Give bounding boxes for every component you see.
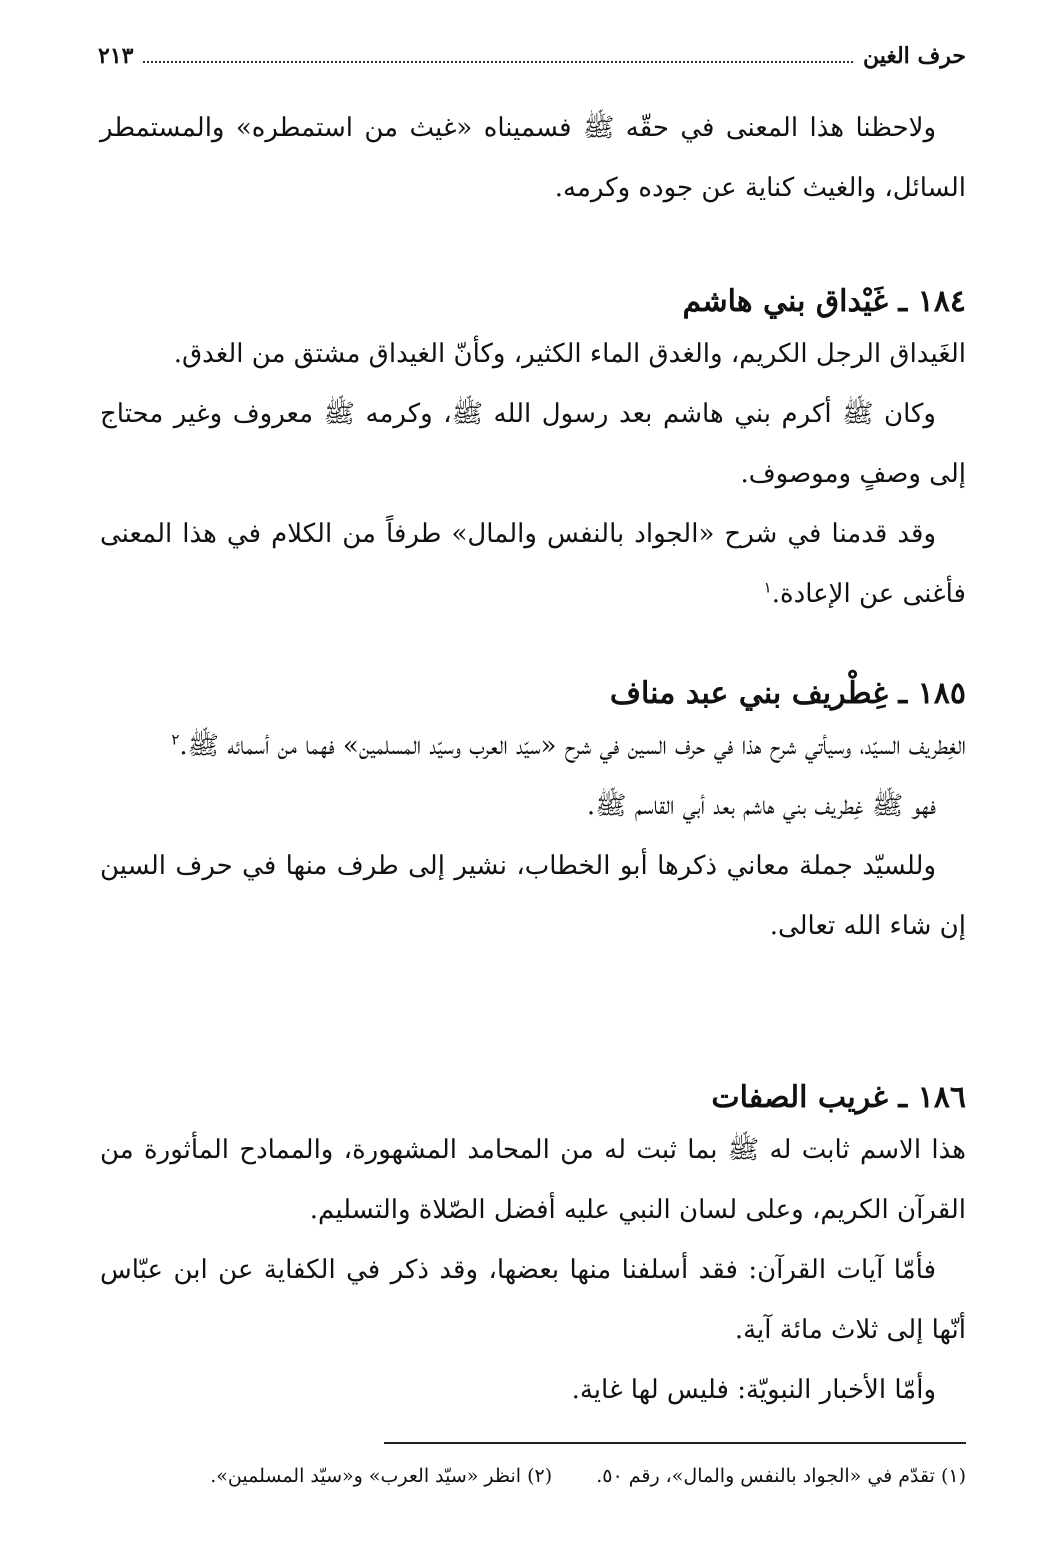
section-185-heading: ١٨٥ ـ غِطْريف بني عبد مناف <box>609 676 966 711</box>
section-185-paragraph-1: الغِطريف السيّد، وسيأتي شرح هذا في حرف السين في شرح «سيّد العرب وسيّد المسلمين» فهما من أسمائه ﷺ.$^٢$ <box>171 730 966 761</box>
section-186-heading: ١٨٦ ـ غريب الصفات <box>711 1080 966 1115</box>
footnote-divider <box>384 1442 966 1444</box>
section-186-paragraph-2: فأمّا آيات القرآن: فقد أسلفنا منها بعضها، وقد ذكر في الكفاية عن ابن عبّاس أنّها إلى ثلاث مائة آية. <box>100 1255 966 1345</box>
section-184-heading: ١٨٤ ـ غَيْداق بني هاشم <box>682 284 966 319</box>
dot-leaders <box>143 61 853 63</box>
section-185-paragraph-2: فهو ﷺ غِطريف بني هاشم بعد أبي القاسم ﷺ. <box>586 791 936 821</box>
page-number: ٢١٣ <box>98 43 134 69</box>
section-184-body <box>100 324 966 624</box>
intro-paragraph: ولاحظنا هذا المعنى في حقّه ﷺ فسميناه «غيث من استمطره» والمستمطر السائل، والغيث كناية عن جوده وكرمه. <box>100 113 966 203</box>
chapter-title: حرف الغين <box>862 43 966 69</box>
footnote-ref-2[interactable]: ٢ <box>171 730 180 749</box>
section-184-paragraph-3: وقد قدمنا في شرح «الجواد بالنفس والمال» طرفاً من الكلام في هذا المعنى فأغنى عن الإعادة.$^١$ <box>100 519 966 609</box>
section-185-paragraph-3: وللسيّد جملة معاني ذكرها أبو الخطاب، نشير إلى طرف منها في حرف السين إن شاء الله تعالى. <box>100 851 966 941</box>
footnote-2: (٢) انظر «سيّد العرب» و«سيّد المسلمين». <box>210 1465 553 1487</box>
section-185-body <box>100 716 966 956</box>
section-186-paragraph-3: وأمّا الأخبار النبويّة: فليس لها غاية. <box>571 1375 936 1405</box>
footnote-ref-1[interactable]: ١ <box>763 578 772 597</box>
section-184-paragraph-2: وكان ﷺ أكرم بني هاشم بعد رسول الله ﷺ، وكرمه ﷺ معروف وغير محتاج إلى وصفٍ وموصوف. <box>100 399 966 489</box>
section-186-paragraph-1: هذا الاسم ثابت له ﷺ بما ثبت له من المحامد المشهورة، والممادح المأثورة من القرآن الكريم، وعلى لسان النبي عليه أفضل الصّلاة والتسليم. <box>100 1135 966 1225</box>
intro-paragraph-block <box>100 98 966 218</box>
footnotes <box>100 1460 966 1492</box>
section-184-paragraph-1: الغَيداق الرجل الكريم، والغدق الماء الكثير، وكأنّ الغيداق مشتق من الغدق. <box>173 339 966 369</box>
footnote-1: (١) تقدّم في «الجواد بالنفس والمال»، رقم ٥٠. <box>596 1465 966 1487</box>
running-header <box>98 38 966 74</box>
section-186-body <box>100 1120 966 1420</box>
